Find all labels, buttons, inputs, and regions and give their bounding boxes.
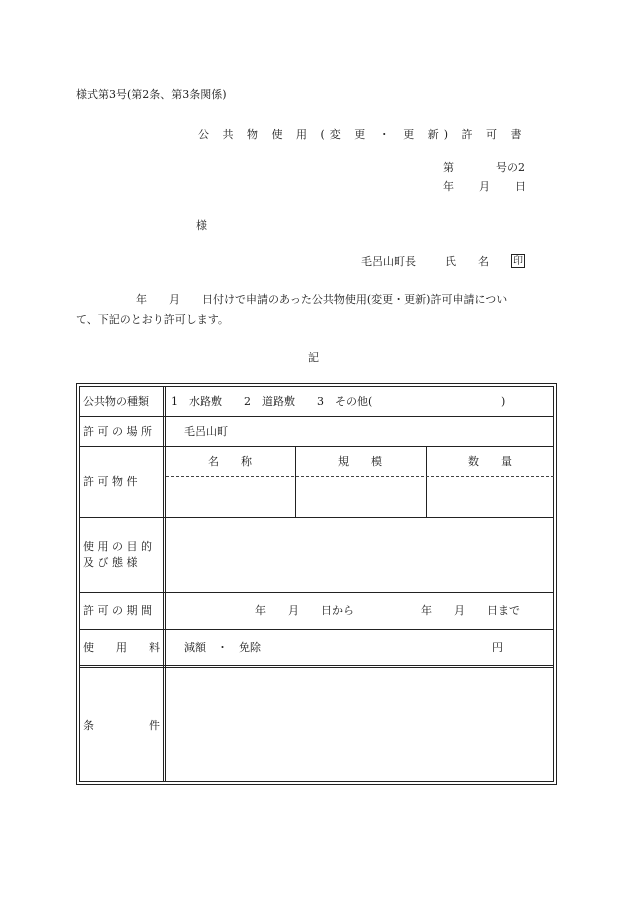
date-year: 年 (443, 180, 454, 193)
fee-unit: 円 (492, 641, 503, 654)
item-header-scale: 規 模 (338, 455, 382, 468)
row-divider (79, 629, 554, 630)
ki-heading: 記 (308, 351, 319, 364)
number-suffix: 号の2 (496, 161, 525, 174)
item-header-dashed-line (166, 476, 554, 477)
type-label: 公共物の種類 (83, 395, 149, 408)
fee-label: 使 用 料 (83, 641, 160, 654)
row-divider (79, 446, 554, 447)
type-options: 1 水路敷 2 道路敷 3 その他( (171, 395, 373, 408)
row-divider-double (79, 665, 554, 668)
place-label: 許 可 の 場 所 (83, 425, 152, 438)
seal-mark: 印 (513, 256, 523, 267)
addressee-suffix: 様 (196, 219, 207, 232)
item-column-divider (295, 446, 296, 517)
issuer-office: 毛呂山町長 (361, 255, 416, 268)
item-label: 許 可 物 件 (83, 475, 138, 488)
type-close-paren: ) (501, 395, 506, 408)
row-divider (79, 592, 554, 593)
item-header-quantity: 数 量 (468, 455, 512, 468)
period-from: 年 月 日から (255, 604, 354, 617)
period-to: 年 月 日まで (421, 604, 520, 617)
form-reference: 様式第3号(第2条、第3条関係) (76, 88, 227, 101)
place-value: 毛呂山町 (184, 425, 228, 438)
body-line-1: 年 月 日付けで申請のあった公共物使用(変更・更新)許可申請につい (136, 293, 508, 306)
item-column-divider (426, 446, 427, 517)
fee-options: 減額 ・ 免除 (184, 641, 261, 654)
item-header-name: 名 称 (208, 455, 252, 468)
row-divider (79, 416, 554, 417)
document-title: 公 共 物 使 用 (変 更 ・ 更 新) 許 可 書 (198, 128, 527, 141)
purpose-label-line2: 及 び 態 様 (83, 556, 138, 569)
purpose-label-line1: 使 用 の 目 的 (83, 540, 152, 553)
number-prefix: 第 (443, 161, 454, 174)
conditions-label: 条 件 (83, 719, 160, 732)
row-divider (79, 517, 554, 518)
issuer-name-label: 氏 名 (445, 255, 489, 268)
date-day: 日 (515, 180, 526, 193)
period-label: 許 可 の 期 間 (83, 604, 152, 617)
date-month: 月 (479, 180, 490, 193)
body-line-2: て、下記のとおり許可します。 (76, 313, 229, 326)
